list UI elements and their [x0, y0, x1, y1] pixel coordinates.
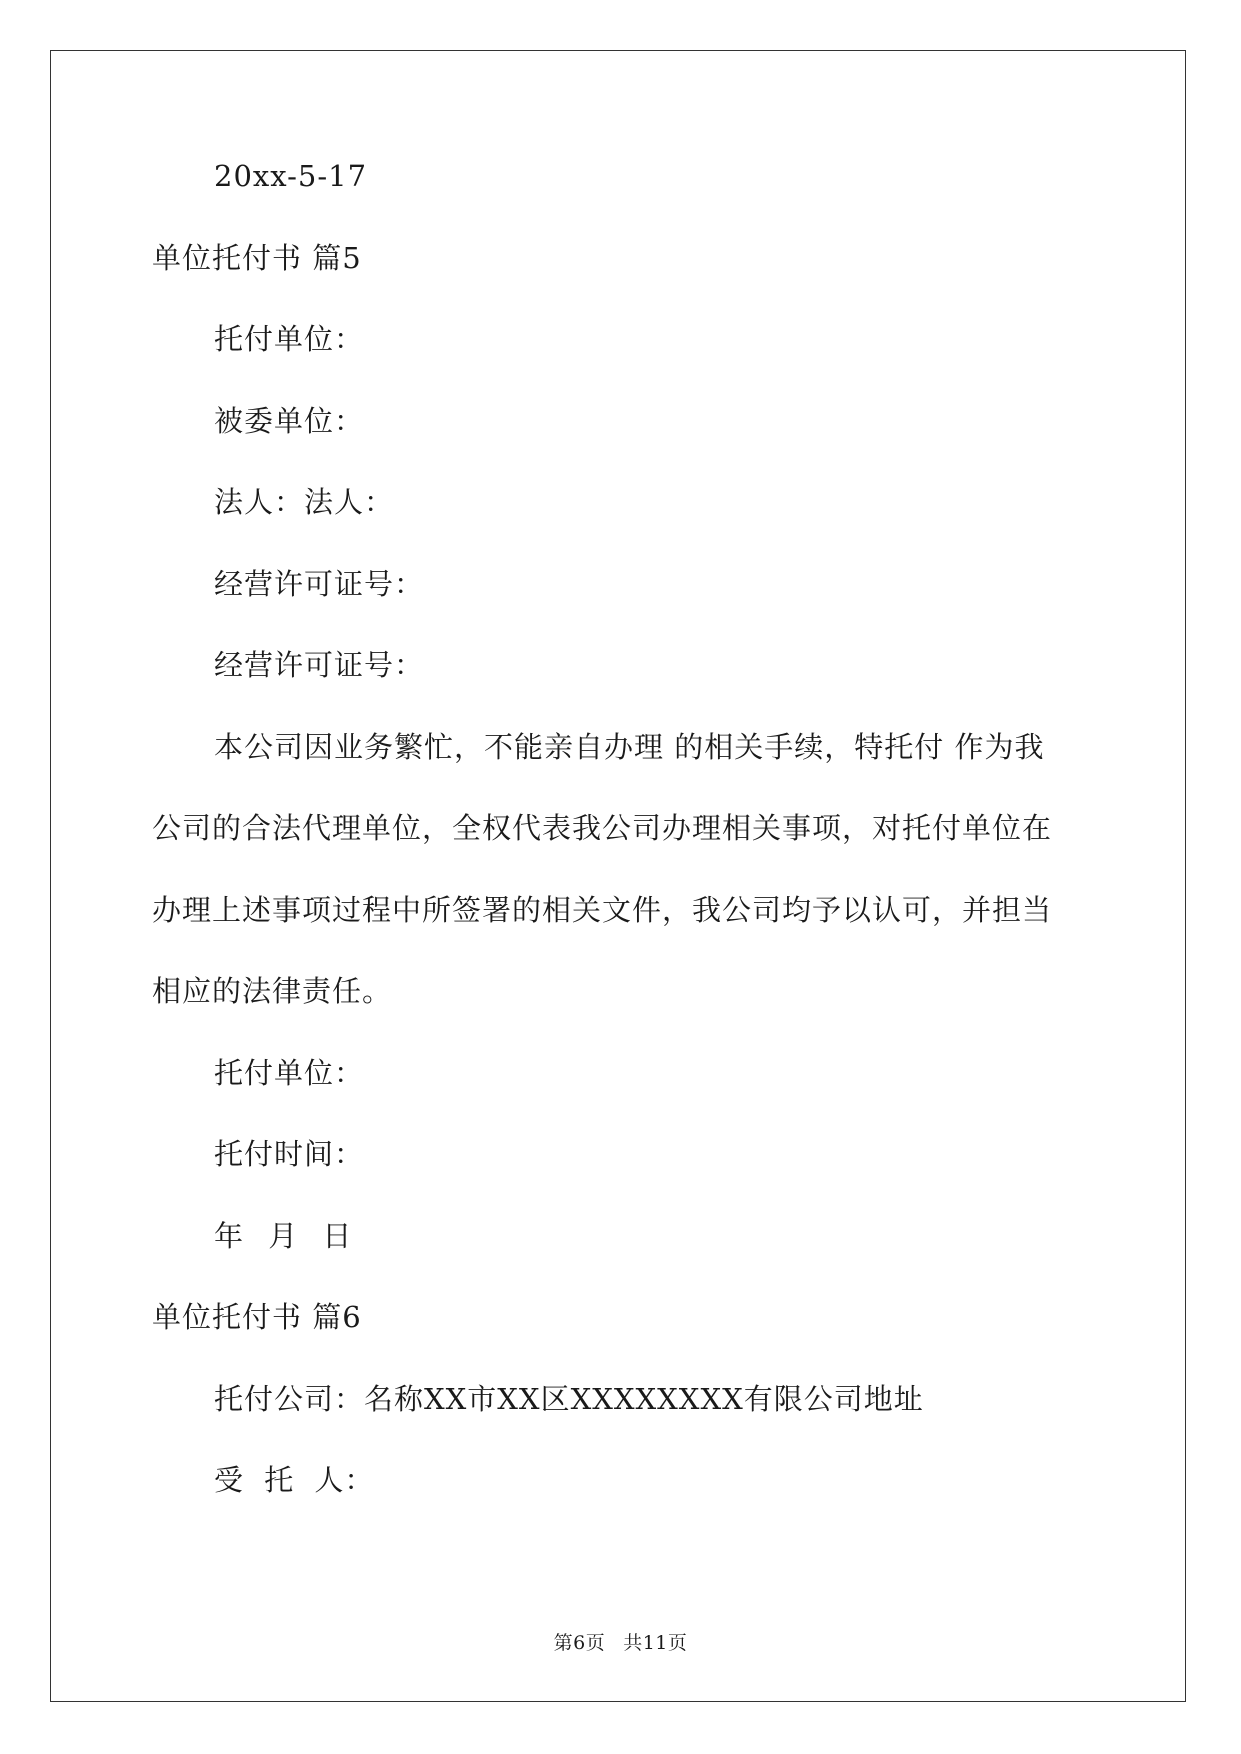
page-total: 共11页	[623, 1632, 688, 1654]
field-line: 经营许可证号：	[214, 648, 425, 682]
field-line: 被委单位：	[214, 403, 365, 438]
date-placeholder: 年 月 日	[214, 1218, 353, 1253]
paragraph-line: 相应的法律责任。	[152, 974, 393, 1008]
page-number: 第6页	[553, 1632, 606, 1654]
section-heading: 单位托付书 篇6	[152, 1300, 362, 1334]
paragraph-line: 办理上述事项过程中所签署的相关文件，我公司均予以认可，并担当	[152, 892, 1053, 927]
field-line: 托付时间：	[214, 1137, 365, 1171]
field-line: 经营许可证号：	[214, 566, 425, 601]
field-line: 法人：法人：	[214, 485, 395, 519]
paragraph-line: 公司的合法代理单位，全权代表我公司办理相关事项，对托付单位在	[152, 811, 1053, 845]
paragraph-line: 本公司因业务繁忙，不能亲自办理 的相关手续，特托付 作为我	[214, 729, 1045, 764]
field-line: 托付单位：	[214, 322, 365, 356]
document-body	[152, 156, 1088, 1542]
date-line: 20xx-5-17	[214, 159, 368, 193]
section-heading: 单位托付书 篇5	[152, 240, 362, 275]
page-footer	[0, 1628, 1241, 1655]
field-line: 受 托 人：	[214, 1463, 375, 1497]
field-line: 托付公司：名称XX市XX区XXXXXXXX有限公司地址	[214, 1381, 924, 1416]
field-line: 托付单位：	[214, 1055, 365, 1090]
body-paragraph	[152, 727, 1088, 1012]
